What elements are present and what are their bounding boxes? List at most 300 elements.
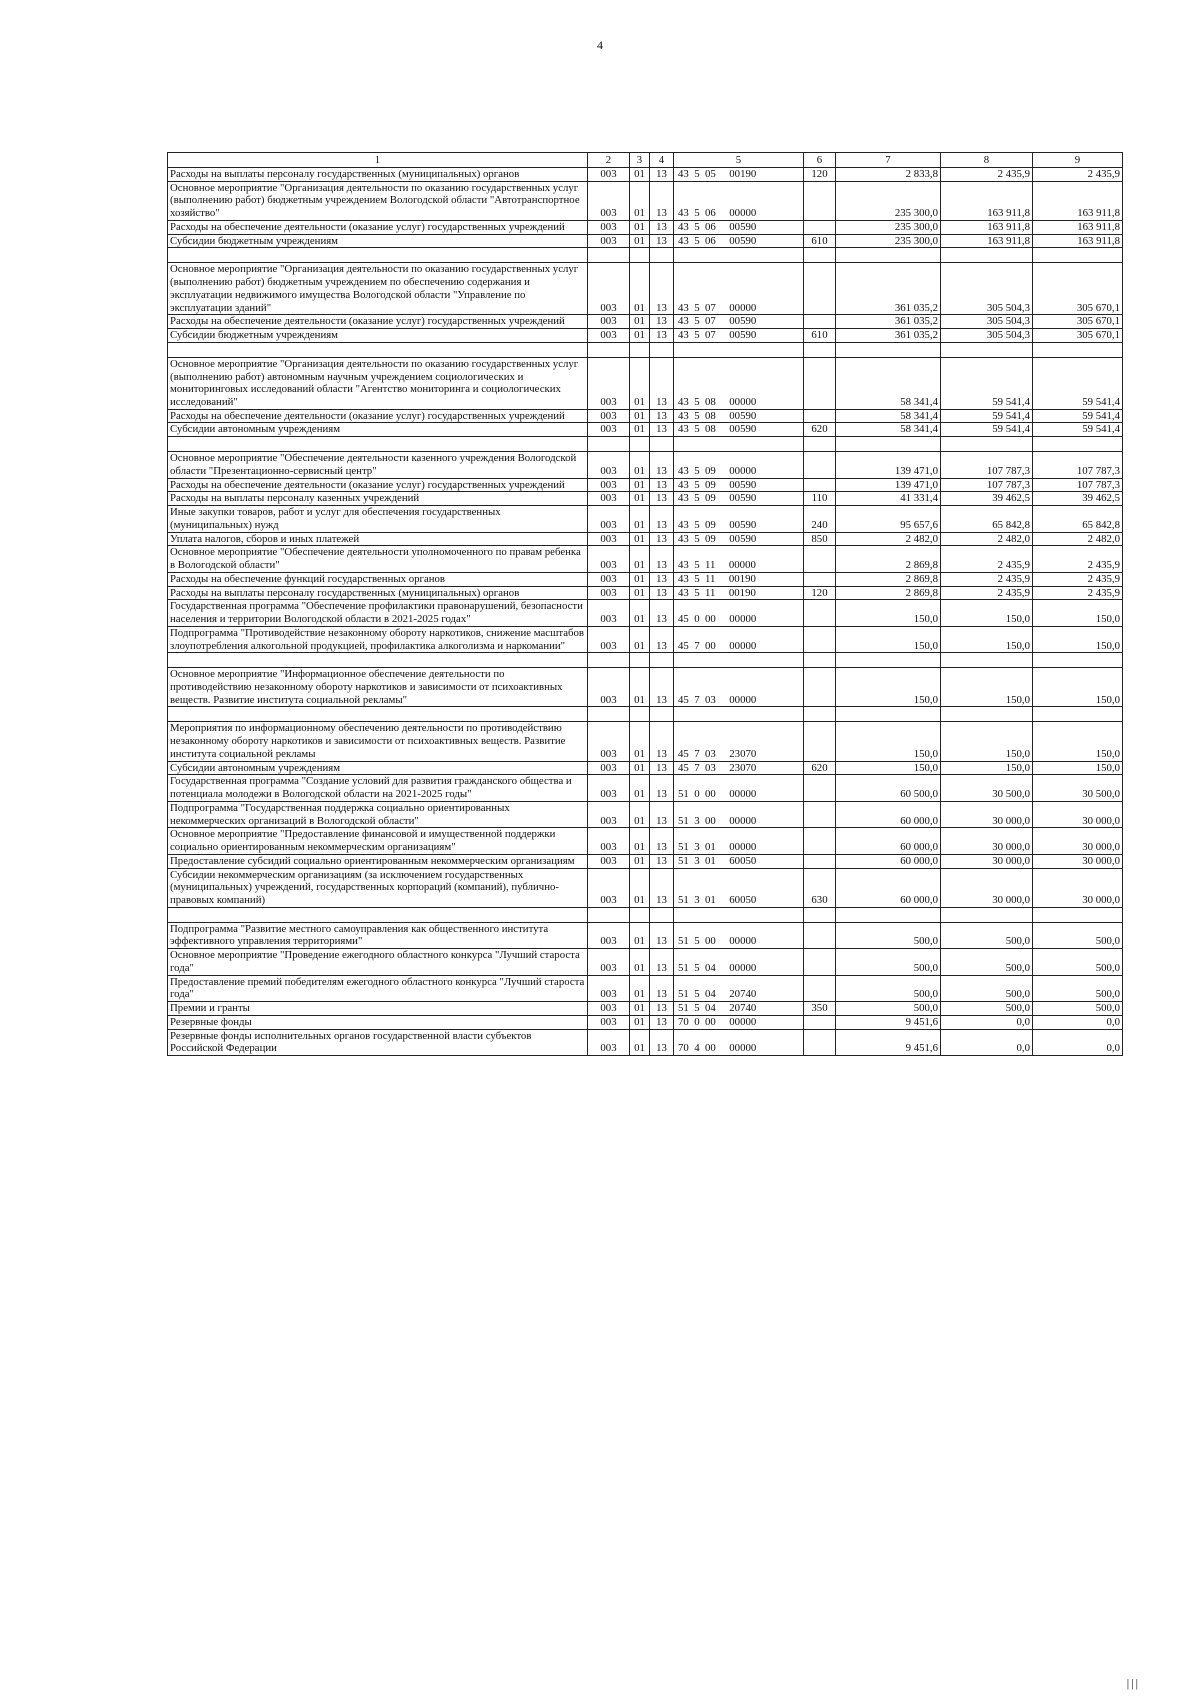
row-expense-type-cell xyxy=(804,315,836,329)
row-name-cell: Расходы на обеспечение деятельности (оказание услуг) государственных учреждений xyxy=(168,478,588,492)
table-body xyxy=(168,168,1123,1056)
row-name-cell: Основное мероприятие "Обеспечение деятельности казенного учреждения Вологодской области "Презентационно-сервисный центр" xyxy=(168,452,588,478)
row-amount-col8-cell: 150,0 xyxy=(941,600,1033,626)
row-target-article-cell: 45 7 03 00000 xyxy=(674,668,804,707)
row-expense-type-cell: 350 xyxy=(804,1002,836,1016)
row-name-cell: Предоставление субсидий социально ориентированным некоммерческим организациям xyxy=(168,854,588,868)
table-spacer-row xyxy=(168,653,1123,668)
row-name-cell: Субсидии бюджетным учреждениям xyxy=(168,329,588,343)
row-target-article-cell: 51 5 04 00000 xyxy=(674,949,804,975)
spacer-cell xyxy=(650,653,674,668)
row-amount-col8-cell: 107 787,3 xyxy=(941,478,1033,492)
row-name-cell: Расходы на обеспечение деятельности (оказание услуг) государственных учреждений xyxy=(168,315,588,329)
row-ministry-code-cell: 003 xyxy=(588,600,630,626)
spacer-cell xyxy=(1033,707,1123,722)
row-amount-col9-cell: 150,0 xyxy=(1033,600,1123,626)
row-target-article-cell: 70 4 00 00000 xyxy=(674,1029,804,1055)
row-amount-col8-cell: 305 504,3 xyxy=(941,329,1033,343)
spacer-cell xyxy=(1033,342,1123,357)
row-ministry-code-cell: 003 xyxy=(588,234,630,248)
row-amount-col9-cell: 0,0 xyxy=(1033,1015,1123,1029)
row-section-cell: 01 xyxy=(630,492,650,506)
row-amount-col9-cell: 30 000,0 xyxy=(1033,801,1123,827)
row-name-cell: Резервные фонды исполнительных органов государственной власти субъектов Российской Федерации xyxy=(168,1029,588,1055)
spacer-cell xyxy=(804,437,836,452)
row-target-article-cell: 51 5 04 20740 xyxy=(674,1002,804,1016)
row-expense-type-cell: 610 xyxy=(804,329,836,343)
table-row xyxy=(168,423,1123,437)
row-target-article-cell: 43 5 06 00000 xyxy=(674,181,804,220)
row-amount-col8-cell: 150,0 xyxy=(941,668,1033,707)
spacer-cell xyxy=(1033,437,1123,452)
row-name-cell: Основное мероприятие "Организация деятельности по оказанию государственных услуг (выполнению работ) бюджетным учреждением Вологодской области "Автотранспортное хозяйство" xyxy=(168,181,588,220)
spacer-cell xyxy=(588,907,630,922)
table-row xyxy=(168,775,1123,801)
row-amount-col9-cell: 65 842,8 xyxy=(1033,506,1123,532)
row-target-article-cell: 43 5 09 00590 xyxy=(674,532,804,546)
table-row xyxy=(168,263,1123,315)
row-section-cell: 01 xyxy=(630,315,650,329)
row-name-cell: Мероприятия по информационному обеспечению деятельности по противодействию незаконному обороту наркотиков и зависимости от психоактивных веществ. Развитие института социальной рекламы xyxy=(168,722,588,761)
row-amount-col8-cell: 500,0 xyxy=(941,975,1033,1001)
table-row xyxy=(168,600,1123,626)
row-amount-col9-cell: 500,0 xyxy=(1033,975,1123,1001)
table-row xyxy=(168,452,1123,478)
row-amount-col8-cell: 30 000,0 xyxy=(941,854,1033,868)
row-amount-col9-cell: 163 911,8 xyxy=(1033,181,1123,220)
row-amount-col8-cell: 305 504,3 xyxy=(941,315,1033,329)
row-ministry-code-cell: 003 xyxy=(588,586,630,600)
spacer-cell xyxy=(650,342,674,357)
row-section-cell: 01 xyxy=(630,329,650,343)
row-amount-col7-cell: 361 035,2 xyxy=(836,329,941,343)
row-amount-col9-cell: 59 541,4 xyxy=(1033,409,1123,423)
row-expense-type-cell xyxy=(804,801,836,827)
row-amount-col9-cell: 2 435,9 xyxy=(1033,586,1123,600)
spacer-cell xyxy=(804,342,836,357)
row-target-article-cell: 43 5 08 00000 xyxy=(674,357,804,409)
row-amount-col9-cell: 2 435,9 xyxy=(1033,168,1123,182)
row-amount-col7-cell: 500,0 xyxy=(836,949,941,975)
row-amount-col9-cell: 2 435,9 xyxy=(1033,546,1123,572)
row-ministry-code-cell: 003 xyxy=(588,868,630,907)
row-subsection-cell: 13 xyxy=(650,868,674,907)
row-ministry-code-cell: 003 xyxy=(588,452,630,478)
row-section-cell: 01 xyxy=(630,854,650,868)
row-target-article-cell: 51 5 04 20740 xyxy=(674,975,804,1001)
row-expense-type-cell: 110 xyxy=(804,492,836,506)
row-ministry-code-cell: 003 xyxy=(588,409,630,423)
row-amount-col8-cell: 150,0 xyxy=(941,722,1033,761)
row-section-cell: 01 xyxy=(630,949,650,975)
spacer-cell xyxy=(630,707,650,722)
row-ministry-code-cell: 003 xyxy=(588,828,630,854)
row-target-article-cell: 43 5 06 00590 xyxy=(674,220,804,234)
row-ministry-code-cell: 003 xyxy=(588,975,630,1001)
row-target-article-cell: 43 5 09 00000 xyxy=(674,452,804,478)
row-amount-col9-cell: 163 911,8 xyxy=(1033,220,1123,234)
row-amount-col7-cell: 95 657,6 xyxy=(836,506,941,532)
header-cell-3: 3 xyxy=(630,153,650,168)
spacer-cell xyxy=(630,437,650,452)
row-section-cell: 01 xyxy=(630,452,650,478)
row-section-cell: 01 xyxy=(630,600,650,626)
row-subsection-cell: 13 xyxy=(650,572,674,586)
row-amount-col9-cell: 107 787,3 xyxy=(1033,452,1123,478)
row-section-cell: 01 xyxy=(630,775,650,801)
row-amount-col9-cell: 0,0 xyxy=(1033,1029,1123,1055)
row-ministry-code-cell: 003 xyxy=(588,949,630,975)
spacer-cell xyxy=(674,907,804,922)
spacer-cell xyxy=(630,248,650,263)
row-amount-col8-cell: 30 000,0 xyxy=(941,801,1033,827)
row-amount-col7-cell: 60 500,0 xyxy=(836,775,941,801)
row-amount-col7-cell: 235 300,0 xyxy=(836,220,941,234)
row-amount-col7-cell: 150,0 xyxy=(836,626,941,652)
row-subsection-cell: 13 xyxy=(650,409,674,423)
row-subsection-cell: 13 xyxy=(650,586,674,600)
header-cell-5: 5 xyxy=(674,153,804,168)
row-section-cell: 01 xyxy=(630,1029,650,1055)
row-amount-col7-cell: 60 000,0 xyxy=(836,854,941,868)
row-expense-type-cell xyxy=(804,181,836,220)
row-subsection-cell: 13 xyxy=(650,423,674,437)
row-name-cell: Основное мероприятие "Проведение ежегодного областного конкурса "Лучший староста года" xyxy=(168,949,588,975)
row-ministry-code-cell: 003 xyxy=(588,357,630,409)
row-ministry-code-cell: 003 xyxy=(588,423,630,437)
spacer-cell xyxy=(674,653,804,668)
row-subsection-cell: 13 xyxy=(650,546,674,572)
row-subsection-cell: 13 xyxy=(650,168,674,182)
row-amount-col8-cell: 150,0 xyxy=(941,626,1033,652)
row-subsection-cell: 13 xyxy=(650,478,674,492)
row-amount-col7-cell: 2 869,8 xyxy=(836,572,941,586)
row-ministry-code-cell: 003 xyxy=(588,775,630,801)
row-subsection-cell: 13 xyxy=(650,1002,674,1016)
row-amount-col7-cell: 9 451,6 xyxy=(836,1015,941,1029)
row-expense-type-cell xyxy=(804,1015,836,1029)
row-section-cell: 01 xyxy=(630,801,650,827)
spacer-cell xyxy=(630,653,650,668)
row-ministry-code-cell: 003 xyxy=(588,263,630,315)
row-section-cell: 01 xyxy=(630,423,650,437)
spacer-cell xyxy=(804,248,836,263)
row-subsection-cell: 13 xyxy=(650,220,674,234)
row-target-article-cell: 45 7 00 00000 xyxy=(674,626,804,652)
row-amount-col9-cell: 30 000,0 xyxy=(1033,854,1123,868)
row-section-cell: 01 xyxy=(630,828,650,854)
row-ministry-code-cell: 003 xyxy=(588,1029,630,1055)
table-spacer-row xyxy=(168,437,1123,452)
row-target-article-cell: 43 5 08 00590 xyxy=(674,409,804,423)
row-name-cell: Предоставление премий победителям ежегодного областного конкурса "Лучший староста года" xyxy=(168,975,588,1001)
row-section-cell: 01 xyxy=(630,572,650,586)
row-section-cell: 01 xyxy=(630,722,650,761)
row-amount-col8-cell: 2 435,9 xyxy=(941,586,1033,600)
row-section-cell: 01 xyxy=(630,234,650,248)
row-amount-col8-cell: 30 500,0 xyxy=(941,775,1033,801)
row-name-cell: Резервные фонды xyxy=(168,1015,588,1029)
row-expense-type-cell xyxy=(804,478,836,492)
row-expense-type-cell xyxy=(804,668,836,707)
row-section-cell: 01 xyxy=(630,1002,650,1016)
row-name-cell: Основное мероприятие "Организация деятельности по оказанию государственных услуг (выполнению работ) автономным научным учреждением социологических и мониторинговых исследований области "Агентство мониторинга и социологических исследований" xyxy=(168,357,588,409)
row-target-article-cell: 70 0 00 00000 xyxy=(674,1015,804,1029)
row-amount-col7-cell: 2 833,8 xyxy=(836,168,941,182)
row-expense-type-cell: 120 xyxy=(804,168,836,182)
row-amount-col7-cell: 361 035,2 xyxy=(836,315,941,329)
row-amount-col7-cell: 2 869,8 xyxy=(836,586,941,600)
spacer-cell xyxy=(168,653,588,668)
row-subsection-cell: 13 xyxy=(650,854,674,868)
table-row xyxy=(168,922,1123,948)
row-subsection-cell: 13 xyxy=(650,975,674,1001)
row-amount-col7-cell: 500,0 xyxy=(836,1002,941,1016)
spacer-cell xyxy=(650,248,674,263)
row-amount-col9-cell: 500,0 xyxy=(1033,1002,1123,1016)
spacer-cell xyxy=(674,707,804,722)
row-amount-col8-cell: 163 911,8 xyxy=(941,181,1033,220)
table-row xyxy=(168,1015,1123,1029)
spacer-cell xyxy=(941,907,1033,922)
row-amount-col9-cell: 30 500,0 xyxy=(1033,775,1123,801)
row-amount-col8-cell: 500,0 xyxy=(941,922,1033,948)
row-subsection-cell: 13 xyxy=(650,922,674,948)
row-ministry-code-cell: 003 xyxy=(588,506,630,532)
row-amount-col7-cell: 500,0 xyxy=(836,975,941,1001)
spacer-cell xyxy=(836,248,941,263)
row-ministry-code-cell: 003 xyxy=(588,329,630,343)
row-expense-type-cell xyxy=(804,409,836,423)
row-name-cell: Основное мероприятие "Предоставление финансовой и имущественной поддержки социально ориентированным некоммерческим организациям" xyxy=(168,828,588,854)
row-subsection-cell: 13 xyxy=(650,600,674,626)
table-row xyxy=(168,409,1123,423)
row-amount-col8-cell: 2 435,9 xyxy=(941,546,1033,572)
table-row xyxy=(168,722,1123,761)
row-amount-col9-cell: 163 911,8 xyxy=(1033,234,1123,248)
row-amount-col9-cell: 305 670,1 xyxy=(1033,329,1123,343)
row-ministry-code-cell: 003 xyxy=(588,801,630,827)
spacer-cell xyxy=(630,342,650,357)
row-subsection-cell: 13 xyxy=(650,1015,674,1029)
row-amount-col7-cell: 58 341,4 xyxy=(836,423,941,437)
row-subsection-cell: 13 xyxy=(650,329,674,343)
row-name-cell: Расходы на обеспечение деятельности (оказание услуг) государственных учреждений xyxy=(168,220,588,234)
row-expense-type-cell: 610 xyxy=(804,234,836,248)
table-row xyxy=(168,492,1123,506)
row-target-article-cell: 51 3 01 00000 xyxy=(674,828,804,854)
row-amount-col9-cell: 500,0 xyxy=(1033,949,1123,975)
spacer-cell xyxy=(836,342,941,357)
row-section-cell: 01 xyxy=(630,168,650,182)
spacer-cell xyxy=(168,707,588,722)
row-target-article-cell: 43 5 11 00000 xyxy=(674,546,804,572)
row-expense-type-cell xyxy=(804,626,836,652)
table-row xyxy=(168,234,1123,248)
row-ministry-code-cell: 003 xyxy=(588,722,630,761)
row-section-cell: 01 xyxy=(630,220,650,234)
row-subsection-cell: 13 xyxy=(650,761,674,775)
row-amount-col8-cell: 107 787,3 xyxy=(941,452,1033,478)
table-row xyxy=(168,315,1123,329)
row-ministry-code-cell: 003 xyxy=(588,315,630,329)
row-subsection-cell: 13 xyxy=(650,1029,674,1055)
row-amount-col9-cell: 150,0 xyxy=(1033,626,1123,652)
row-name-cell: Государственная программа "Обеспечение профилактики правонарушений, безопасности населения и территории Вологодской области в 2021-2025 годах" xyxy=(168,600,588,626)
row-expense-type-cell xyxy=(804,600,836,626)
row-amount-col9-cell: 39 462,5 xyxy=(1033,492,1123,506)
spacer-cell xyxy=(941,248,1033,263)
row-ministry-code-cell: 003 xyxy=(588,1015,630,1029)
row-target-article-cell: 43 5 11 00190 xyxy=(674,586,804,600)
budget-table xyxy=(167,152,1123,1056)
row-subsection-cell: 13 xyxy=(650,357,674,409)
spacer-cell xyxy=(1033,248,1123,263)
row-subsection-cell: 13 xyxy=(650,626,674,652)
row-ministry-code-cell: 003 xyxy=(588,854,630,868)
row-amount-col7-cell: 150,0 xyxy=(836,722,941,761)
row-target-article-cell: 51 0 00 00000 xyxy=(674,775,804,801)
row-amount-col9-cell: 30 000,0 xyxy=(1033,868,1123,907)
header-cell-6: 6 xyxy=(804,153,836,168)
row-target-article-cell: 45 7 03 23070 xyxy=(674,761,804,775)
row-section-cell: 01 xyxy=(630,532,650,546)
row-amount-col9-cell: 30 000,0 xyxy=(1033,828,1123,854)
spacer-cell xyxy=(168,248,588,263)
table-row xyxy=(168,181,1123,220)
row-section-cell: 01 xyxy=(630,761,650,775)
row-amount-col8-cell: 30 000,0 xyxy=(941,868,1033,907)
row-ministry-code-cell: 003 xyxy=(588,181,630,220)
row-amount-col8-cell: 500,0 xyxy=(941,949,1033,975)
row-amount-col8-cell: 2 435,9 xyxy=(941,168,1033,182)
row-subsection-cell: 13 xyxy=(650,668,674,707)
row-ministry-code-cell: 003 xyxy=(588,532,630,546)
page-number: 4 xyxy=(597,38,603,52)
row-name-cell: Основное мероприятие "Обеспечение деятельности уполномоченного по правам ребенка в Вологодской области" xyxy=(168,546,588,572)
row-subsection-cell: 13 xyxy=(650,181,674,220)
row-amount-col7-cell: 41 331,4 xyxy=(836,492,941,506)
spacer-cell xyxy=(836,653,941,668)
row-name-cell: Расходы на выплаты персоналу государственных (муниципальных) органов xyxy=(168,168,588,182)
row-section-cell: 01 xyxy=(630,263,650,315)
row-amount-col7-cell: 500,0 xyxy=(836,922,941,948)
row-subsection-cell: 13 xyxy=(650,315,674,329)
row-amount-col7-cell: 150,0 xyxy=(836,600,941,626)
spacer-cell xyxy=(674,437,804,452)
row-name-cell: Расходы на обеспечение деятельности (оказание услуг) государственных учреждений xyxy=(168,409,588,423)
row-name-cell: Государственная программа "Создание условий для развития гражданского общества и потенциала молодежи в Вологодской области на 2021-2025 годы" xyxy=(168,775,588,801)
row-name-cell: Иные закупки товаров, работ и услуг для обеспечения государственных (муниципальных) нужд xyxy=(168,506,588,532)
table-row xyxy=(168,668,1123,707)
row-section-cell: 01 xyxy=(630,546,650,572)
row-ministry-code-cell: 003 xyxy=(588,1002,630,1016)
row-target-article-cell: 43 5 09 00590 xyxy=(674,506,804,532)
table-spacer-row xyxy=(168,248,1123,263)
row-target-article-cell: 43 5 07 00590 xyxy=(674,329,804,343)
table-row xyxy=(168,761,1123,775)
row-name-cell: Уплата налогов, сборов и иных платежей xyxy=(168,532,588,546)
spacer-cell xyxy=(674,248,804,263)
row-subsection-cell: 13 xyxy=(650,452,674,478)
table-row xyxy=(168,168,1123,182)
row-expense-type-cell xyxy=(804,854,836,868)
row-target-article-cell: 43 5 08 00590 xyxy=(674,423,804,437)
row-name-cell: Расходы на выплаты персоналу государственных (муниципальных) органов xyxy=(168,586,588,600)
row-expense-type-cell xyxy=(804,975,836,1001)
row-target-article-cell: 43 5 07 00000 xyxy=(674,263,804,315)
row-amount-col7-cell: 9 451,6 xyxy=(836,1029,941,1055)
header-cell-9: 9 xyxy=(1033,153,1123,168)
row-amount-col8-cell: 2 482,0 xyxy=(941,532,1033,546)
row-target-article-cell: 43 5 09 00590 xyxy=(674,492,804,506)
row-name-cell: Расходы на обеспечение функций государственных органов xyxy=(168,572,588,586)
row-section-cell: 01 xyxy=(630,357,650,409)
row-subsection-cell: 13 xyxy=(650,492,674,506)
row-amount-col9-cell: 150,0 xyxy=(1033,761,1123,775)
spacer-cell xyxy=(650,707,674,722)
row-section-cell: 01 xyxy=(630,506,650,532)
row-target-article-cell: 43 5 09 00590 xyxy=(674,478,804,492)
spacer-cell xyxy=(941,707,1033,722)
row-amount-col8-cell: 163 911,8 xyxy=(941,220,1033,234)
table-row xyxy=(168,586,1123,600)
spacer-cell xyxy=(804,707,836,722)
row-amount-col7-cell: 235 300,0 xyxy=(836,181,941,220)
row-ministry-code-cell: 003 xyxy=(588,478,630,492)
table-row xyxy=(168,357,1123,409)
row-ministry-code-cell: 003 xyxy=(588,168,630,182)
spacer-cell xyxy=(168,437,588,452)
row-amount-col8-cell: 0,0 xyxy=(941,1029,1033,1055)
row-target-article-cell: 51 3 01 60050 xyxy=(674,854,804,868)
row-target-article-cell: 43 5 07 00590 xyxy=(674,315,804,329)
row-target-article-cell: 43 5 05 00190 xyxy=(674,168,804,182)
spacer-cell xyxy=(1033,907,1123,922)
row-section-cell: 01 xyxy=(630,668,650,707)
row-amount-col7-cell: 361 035,2 xyxy=(836,263,941,315)
row-amount-col7-cell: 139 471,0 xyxy=(836,452,941,478)
row-amount-col9-cell: 59 541,4 xyxy=(1033,357,1123,409)
spacer-cell xyxy=(168,342,588,357)
row-amount-col9-cell: 305 670,1 xyxy=(1033,315,1123,329)
row-amount-col9-cell: 150,0 xyxy=(1033,668,1123,707)
row-ministry-code-cell: 003 xyxy=(588,922,630,948)
row-amount-col7-cell: 139 471,0 xyxy=(836,478,941,492)
row-name-cell: Основное мероприятие "Организация деятельности по оказанию государственных услуг (выполнению работ) бюджетным учреждением по обеспечению содержания и эксплуатации недвижимого имущества Вологодской области "Управление по эксплуатации зданий" xyxy=(168,263,588,315)
header-cell-1: 1 xyxy=(168,153,588,168)
row-target-article-cell: 43 5 06 00590 xyxy=(674,234,804,248)
table-row xyxy=(168,828,1123,854)
row-ministry-code-cell: 003 xyxy=(588,626,630,652)
row-amount-col7-cell: 60 000,0 xyxy=(836,868,941,907)
row-expense-type-cell xyxy=(804,949,836,975)
table-row xyxy=(168,572,1123,586)
row-expense-type-cell xyxy=(804,263,836,315)
row-name-cell: Основное мероприятие "Информационное обеспечение деятельности по противодействию незаконному обороту наркотиков и зависимости от психоактивных веществ. Развитие института социальной рекламы" xyxy=(168,668,588,707)
row-name-cell: Субсидии автономным учреждениям xyxy=(168,423,588,437)
spacer-cell xyxy=(836,907,941,922)
table-row xyxy=(168,220,1123,234)
spacer-cell xyxy=(650,907,674,922)
row-section-cell: 01 xyxy=(630,975,650,1001)
spacer-cell xyxy=(836,437,941,452)
row-section-cell: 01 xyxy=(630,868,650,907)
row-target-article-cell: 43 5 11 00190 xyxy=(674,572,804,586)
row-section-cell: 01 xyxy=(630,922,650,948)
row-subsection-cell: 13 xyxy=(650,234,674,248)
row-amount-col7-cell: 58 341,4 xyxy=(836,357,941,409)
